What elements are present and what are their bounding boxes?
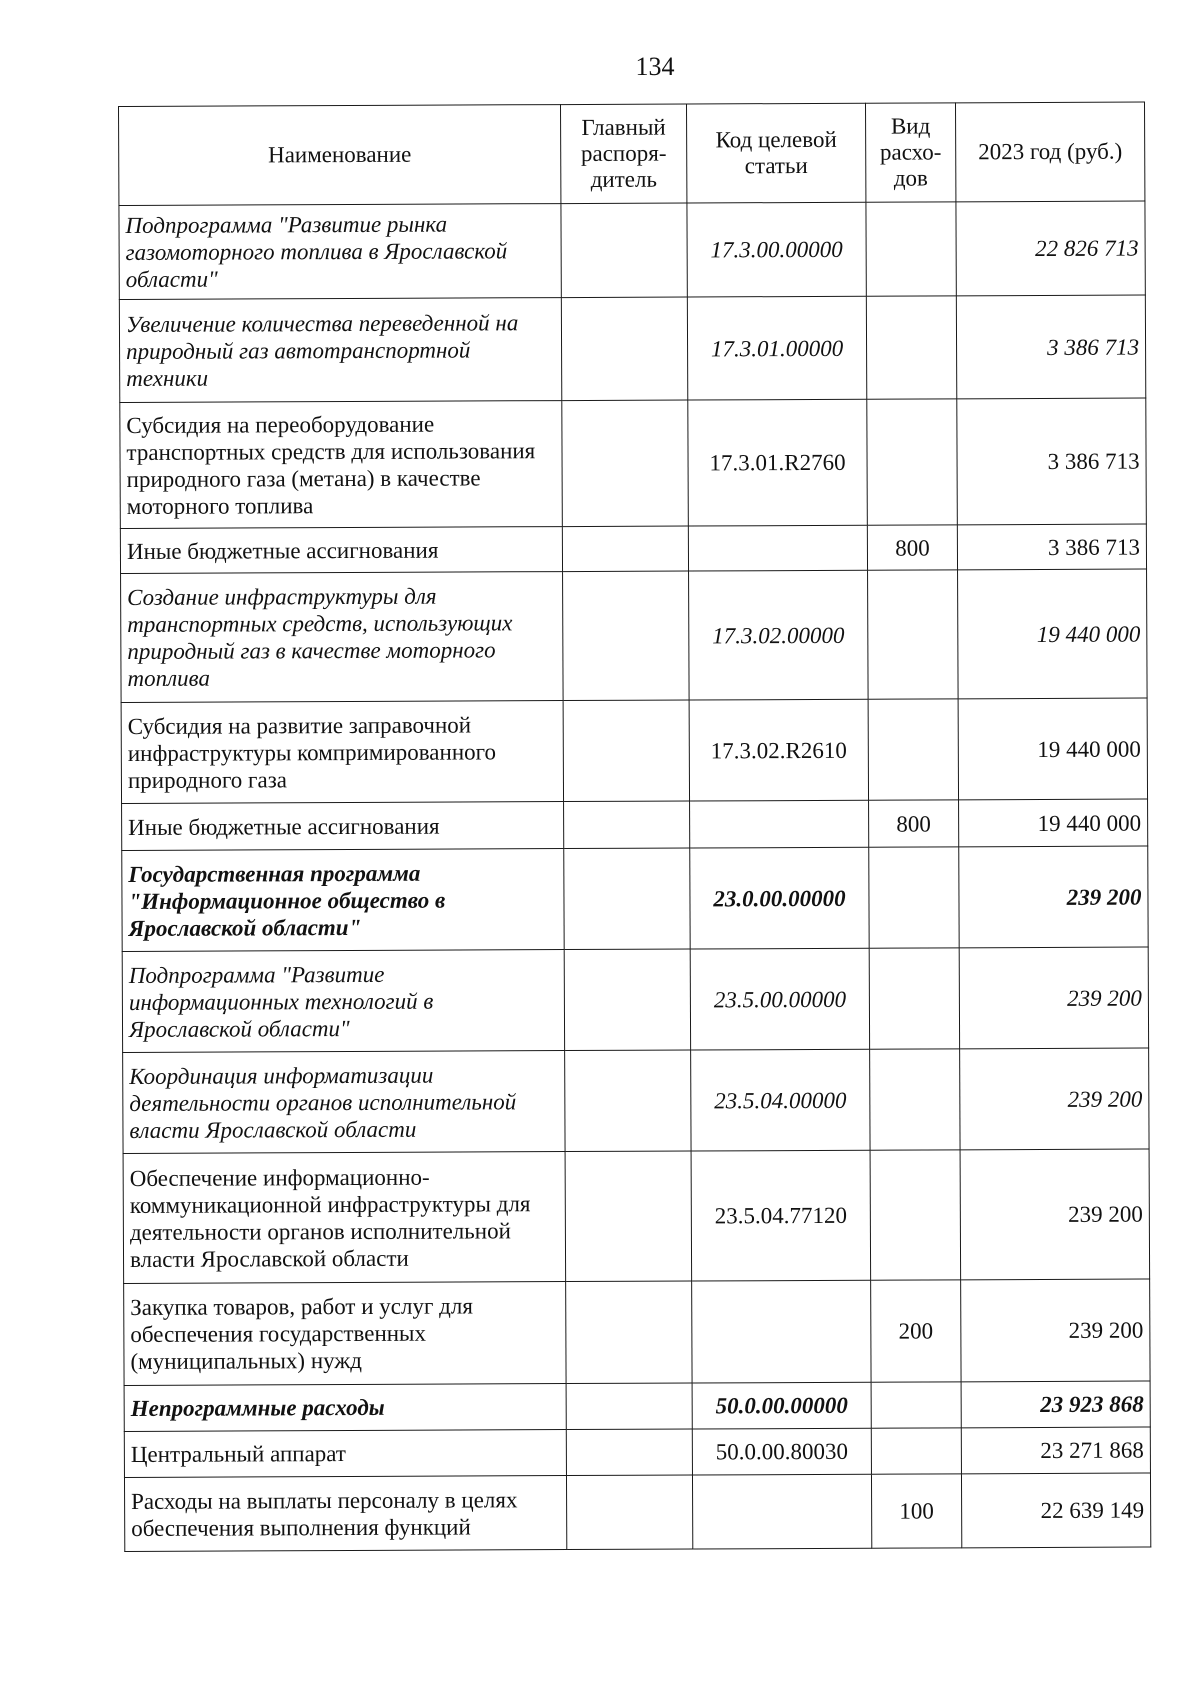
row-main-manager xyxy=(562,400,689,527)
row-target-code: 50.0.00.00000 xyxy=(692,1382,871,1429)
row-name: Иные бюджетные ассигнования xyxy=(120,527,562,574)
row-amount: 239 200 xyxy=(960,1149,1150,1280)
row-main-manager xyxy=(566,1475,692,1550)
row-amount: 23 271 868 xyxy=(961,1427,1150,1474)
row-main-manager xyxy=(563,571,690,701)
row-name: Государственная программа "Информационное общество в Ярославской области" xyxy=(122,849,564,952)
row-name: Непрограммные расходы xyxy=(124,1384,566,1432)
row-target-code: 23.5.00.00000 xyxy=(690,948,869,1050)
row-main-manager xyxy=(563,700,689,802)
row-amount: 3 386 713 xyxy=(957,398,1147,525)
table-row xyxy=(124,1427,1150,1477)
row-target-code: 50.0.00.80030 xyxy=(692,1428,871,1475)
table-row xyxy=(121,569,1148,702)
row-target-code: 17.3.02.R2610 xyxy=(689,699,868,801)
row-name: Центральный аппарат xyxy=(124,1430,566,1478)
table-row xyxy=(123,1048,1149,1153)
row-target-code xyxy=(690,800,869,848)
table-body xyxy=(119,201,1151,1551)
budget-table xyxy=(118,102,1151,1552)
row-expense-type xyxy=(867,399,958,525)
table-row xyxy=(122,846,1148,951)
row-name: Подпрограмма "Развитие информационных технологий в Ярославской области" xyxy=(122,950,564,1053)
table-row xyxy=(124,1473,1150,1551)
header-name: Наименование xyxy=(119,105,561,206)
row-expense-type xyxy=(870,1150,961,1280)
row-name: Координация информатизации деятельности органов исполнительной власти Ярославской области xyxy=(123,1051,565,1154)
row-expense-type xyxy=(871,1382,961,1428)
row-name: Иные бюджетные ассигнования xyxy=(122,802,564,851)
row-target-code xyxy=(688,525,867,571)
row-name: Расходы на выплаты персоналу в целях обеспечения выполнения функций xyxy=(124,1476,566,1552)
row-main-manager xyxy=(566,1429,692,1476)
row-amount: 239 200 xyxy=(959,846,1148,948)
row-main-manager xyxy=(564,949,690,1051)
table-row xyxy=(119,201,1145,299)
table-row xyxy=(119,295,1145,402)
row-expense-type xyxy=(866,296,956,399)
row-main-manager xyxy=(564,848,690,950)
row-expense-type: 800 xyxy=(867,525,957,570)
row-amount: 22 639 149 xyxy=(961,1473,1150,1548)
row-main-manager xyxy=(562,526,688,572)
row-amount: 23 923 868 xyxy=(961,1381,1150,1428)
row-expense-type xyxy=(866,202,956,296)
table-row xyxy=(122,947,1148,1052)
row-expense-type xyxy=(869,948,959,1049)
header-target-code: Код целевой статьи xyxy=(686,103,865,203)
row-target-code xyxy=(692,1280,871,1383)
row-amount: 19 440 000 xyxy=(958,569,1148,699)
row-target-code: 17.3.01.00000 xyxy=(687,296,866,400)
row-expense-type xyxy=(869,847,959,948)
row-name: Субсидия на переоборудование транспортных средств для использования природного газа (метана) в качестве моторного топлива xyxy=(120,401,563,529)
header-main-manager: Главный распоря-дитель xyxy=(560,104,686,204)
row-target-code: 17.3.02.00000 xyxy=(689,570,869,700)
row-target-code: 23.5.04.77120 xyxy=(691,1150,871,1281)
row-amount: 239 200 xyxy=(959,947,1148,1049)
row-expense-type xyxy=(868,699,958,800)
row-name: Подпрограмма "Развитие рынка газомоторного топлива в Ярославской области" xyxy=(119,204,561,300)
row-main-manager xyxy=(565,1151,692,1282)
row-expense-type xyxy=(868,570,959,699)
row-name: Обеспечение информационно-коммуникационной инфраструктуры для деятельности органов исполнительной власти Ярославской области xyxy=(123,1152,566,1284)
row-expense-type: 800 xyxy=(869,800,959,847)
row-name: Закупка товаров, работ и услуг для обеспечения государственных (муниципальных) нужд xyxy=(124,1282,566,1386)
row-expense-type xyxy=(870,1049,960,1150)
table-row xyxy=(122,799,1148,850)
page-number: 134 xyxy=(635,52,675,81)
row-main-manager xyxy=(566,1383,692,1430)
row-target-code: 17.3.01.R2760 xyxy=(688,399,868,526)
row-amount: 239 200 xyxy=(960,1048,1149,1150)
table-row xyxy=(124,1381,1150,1431)
row-target-code: 23.5.04.00000 xyxy=(691,1049,870,1151)
row-main-manager xyxy=(561,297,687,401)
row-amount: 3 386 713 xyxy=(956,295,1145,399)
row-target-code: 17.3.00.00000 xyxy=(687,202,866,297)
table-header-row xyxy=(119,102,1145,205)
row-expense-type xyxy=(871,1428,961,1474)
row-main-manager xyxy=(565,1050,691,1152)
row-main-manager xyxy=(564,801,690,849)
header-expense-type: Вид расхо-дов xyxy=(865,103,955,202)
row-main-manager xyxy=(561,203,687,298)
row-amount: 19 440 000 xyxy=(959,799,1148,847)
row-amount: 3 386 713 xyxy=(957,524,1146,570)
table-row xyxy=(123,1149,1150,1283)
header-amount: 2023 год (руб.) xyxy=(955,102,1144,202)
row-name: Субсидия на развитие заправочной инфраструктуры компримированного природного газа xyxy=(121,701,563,804)
row-name: Создание инфраструктуры для транспортных средств, использующих природный газ в качестве моторного топлива xyxy=(121,572,564,703)
table-row xyxy=(121,698,1147,803)
row-amount: 22 826 713 xyxy=(956,201,1145,296)
row-name: Увеличение количества переведенной на природный газ автотранспортной техники xyxy=(119,298,561,403)
table-row xyxy=(120,524,1146,573)
table-row xyxy=(124,1279,1150,1385)
table-row xyxy=(120,398,1147,528)
row-target-code: 23.0.00.00000 xyxy=(690,847,869,949)
row-expense-type: 200 xyxy=(871,1280,961,1382)
row-amount: 239 200 xyxy=(961,1279,1150,1382)
row-amount: 19 440 000 xyxy=(958,698,1147,800)
row-expense-type: 100 xyxy=(871,1474,961,1548)
row-target-code xyxy=(692,1474,871,1549)
row-main-manager xyxy=(566,1281,692,1384)
